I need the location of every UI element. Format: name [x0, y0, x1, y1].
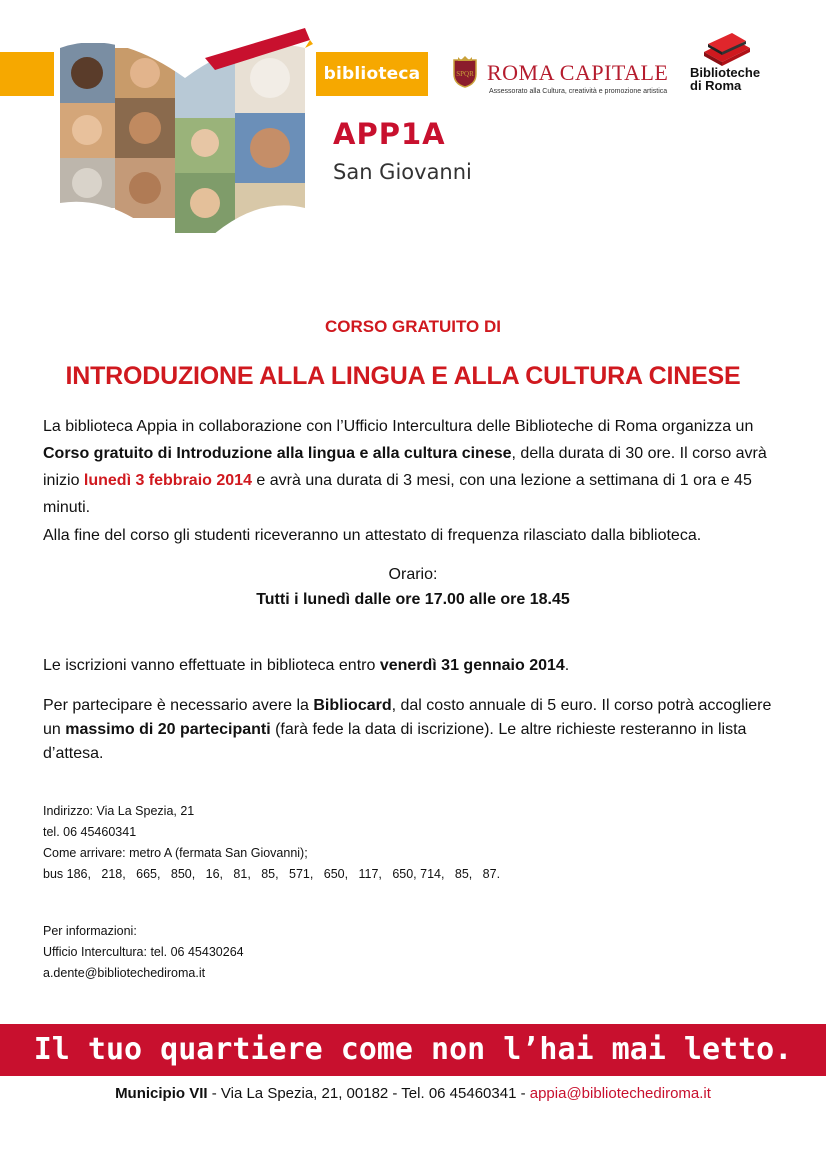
requirements-paragraph	[43, 694, 793, 766]
phone-line: tel. 06 45460341	[43, 825, 137, 839]
requirements-max-participants: massimo di 20 partecipanti	[65, 721, 271, 738]
library-location: San Giovanni	[333, 160, 472, 184]
roma-crest-icon	[452, 56, 478, 88]
footer-municipio: Municipio VII	[115, 1085, 208, 1102]
info-heading: Per informazioni:	[43, 924, 137, 938]
books-logo-icon	[698, 30, 754, 68]
intro-paragraph	[43, 413, 793, 521]
course-title: INTRODUZIONE ALLA LINGUA E ALLA CULTURA CINESE	[65, 362, 741, 390]
schedule-label: Orario:	[388, 566, 438, 583]
header-orange-bar	[0, 52, 54, 96]
library-name: APP1A	[333, 117, 446, 151]
info-phone: Ufficio Intercultura: tel. 06 45430264	[43, 945, 244, 959]
requirements-text-a: Per partecipare è necessario avere la	[43, 697, 314, 714]
address-line: Indirizzo: Via La Spezia, 21	[43, 804, 195, 818]
intro-start-date: lunedì 3 febbraio 2014	[83, 472, 252, 489]
requirements-text-c: , dal costo annuale di 5 euro. Il corso potrà accogliere un	[43, 697, 772, 738]
intro-course-name: Corso gratuito di Introduzione alla lingua e alla cultura cinese	[43, 445, 512, 462]
roma-capitale-subtitle: Assessorato alla Cultura, creatività e promozione artistica	[489, 88, 668, 95]
info-block	[43, 921, 244, 984]
biblioteca-tag: biblioteca	[316, 52, 428, 96]
registration-text-a: Le iscrizioni vanno effettuate in biblioteca entro	[43, 657, 380, 674]
footer-address: - Via La Spezia, 21, 00182 - Tel. 06 45460341 -	[207, 1085, 530, 1102]
footer-email[interactable]: appia@bibliotechediroma.it	[529, 1085, 711, 1102]
footer-contacts	[0, 1085, 826, 1102]
biblioteche-di-roma-logo-text	[690, 66, 760, 92]
svg-text:SPQR: SPQR	[456, 70, 474, 78]
photo-collage-image	[55, 18, 315, 280]
info-email[interactable]: a.dente@bibliotechediroma.it	[43, 966, 206, 980]
registration-deadline: venerdì 31 gennaio 2014	[379, 657, 565, 674]
schedule-value: Tutti i lunedì dalle ore 17.00 alle ore 18.45	[256, 591, 570, 608]
requirements-text-e: (farà fede la data di iscrizione). Le altre richieste resteranno in lista d’attesa.	[43, 721, 747, 762]
bus-line: bus 186, 218, 665, 850, 16, 81, 85, 571, 650, 117, 650, 714, 85, 87.	[43, 867, 501, 881]
address-block	[43, 801, 500, 885]
roma-capitale-title: ROMA CAPITALE	[487, 60, 669, 85]
requirements-bibliocard: Bibliocard	[313, 697, 392, 714]
slogan-text: Il tuo quartiere come non l’hai mai letto.	[33, 1032, 793, 1067]
biblioteche-line1: Biblioteche	[690, 65, 761, 80]
certificate-paragraph: Alla fine del corso gli studenti riceveranno un attestato di frequenza rilasciato dalla biblioteca.	[43, 527, 702, 544]
biblioteche-line2: di Roma	[690, 78, 742, 93]
registration-paragraph	[43, 652, 793, 679]
intro-text-a: La biblioteca Appia in collaborazione con l’Ufficio Intercultura delle Biblioteche di Roma organizza un	[43, 418, 754, 435]
intro-text-c: , della durata di 30 ore. Il corso avrà inizio	[43, 445, 767, 489]
course-subtitle: CORSO GRATUITO DI	[325, 317, 501, 336]
directions-line: Come arrivare: metro A (fermata San Giovanni);	[43, 846, 308, 860]
intro-text-e: e avrà una durata di 3 mesi, con una lezione a settimana di 1 ora e 45 minuti.	[43, 472, 752, 516]
registration-text-c: .	[564, 657, 570, 674]
